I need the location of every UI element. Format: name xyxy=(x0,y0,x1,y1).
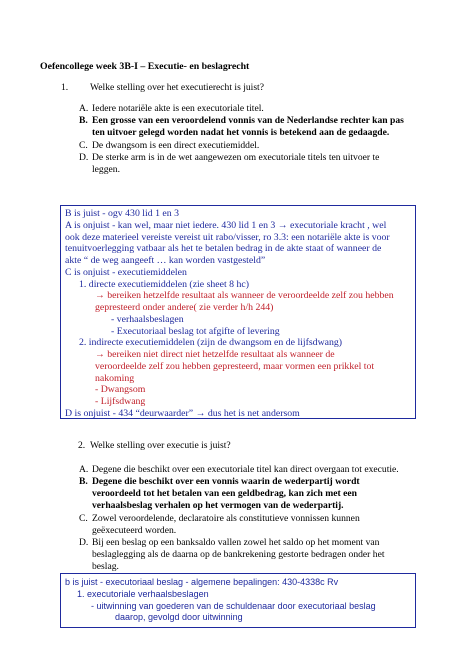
q2-option-a-letter: A. xyxy=(79,464,89,475)
q1-option-b-letter: B. xyxy=(79,115,88,126)
answer-1-line: tenuitvoerlegging vatbaar als het te betalen bedrag in de akte staat of wanneer de xyxy=(65,243,382,255)
question-1-text: Welke stelling over het executierecht is juist? xyxy=(90,82,264,93)
answer-1-line: - Lijfsdwang xyxy=(95,396,146,407)
answer-1-line: B is juist - ogv 430 lid 1 en 3 xyxy=(65,208,180,219)
answer-1-line: C is onjuist - executiemiddelen xyxy=(65,266,187,278)
answer-2-line: - uitwinning van goederen van de schuldenaar door executoriaal beslag xyxy=(91,600,376,611)
q1-option-d-line: leggen. xyxy=(92,164,120,176)
q2-option-c-line: Zowel veroordelende, declaratoire als constitutieve vonnissen kunnen xyxy=(92,513,360,524)
q2-option-d-line: Bij een beslag op een banksaldo vallen zowel het saldo op het moment van xyxy=(92,537,380,548)
answer-1-line: → bereiken hetzelfde resultaat als wanneer de veroordeelde zelf zou hebben xyxy=(95,290,394,302)
question-2-text: Welke stelling over executie is juist? xyxy=(90,440,231,451)
question-1-answer-box xyxy=(60,205,416,419)
answer-1-line: - Executoriaal beslag tot afgifte of levering xyxy=(111,325,280,337)
answer-2-line: 1. executoriale verhaalsbeslagen xyxy=(77,588,209,599)
q2-option-c-line: geëxecuteerd worden. xyxy=(92,525,177,537)
answer-1-line: veroordeelde zelf zou hebben gepresteerd, maar vormen een prikkel tot xyxy=(95,360,375,372)
q2-option-d-line: beslag. xyxy=(92,561,119,573)
page-title: Oefencollege week 3B-I – Executie- en beslagrecht xyxy=(40,61,250,72)
answer-1-line: akte “ de weg aangeeft … kan worden vastgesteld” xyxy=(65,255,266,266)
q2-option-b-line: verhaalsbeslag verhalen op het vermogen van de wederpartij. xyxy=(92,500,344,512)
q2-option-b-letter: B. xyxy=(79,476,88,487)
q1-option-d-letter: D. xyxy=(79,152,89,163)
question-2-answer-box xyxy=(60,573,416,628)
question-1-number: 1. xyxy=(61,82,69,93)
answer-1-line: D is onjuist - 434 “deurwaarder” → dus het is net andersom xyxy=(65,407,300,419)
q2-option-b-line: veroordeeld tot het betalen van een geldbedrag, kan zich met een xyxy=(92,488,357,500)
q2-option-b-line: Degene die beschikt over een vonnis waarin de wederpartij wordt xyxy=(92,476,360,487)
answer-1-line: gepresteerd onder andere( zie verder h/h 244) xyxy=(95,302,274,313)
answer-1-line: nakoming xyxy=(95,372,135,384)
answer-1-line: → bereiken niet direct niet hetzelfde resultaat als wanneer de xyxy=(95,349,335,360)
answer-1-line: 2. indirecte executiemiddelen (zijn de dwangsom en de lijfsdwang) xyxy=(79,337,343,349)
q1-option-b-line: Een grosse van een veroordelend vonnis van de Nederlandse rechter kan pas xyxy=(92,115,404,126)
answer-1-line: - Dwangsom xyxy=(95,384,146,396)
q2-option-c-letter: C. xyxy=(79,513,88,524)
q2-option-d-letter: D. xyxy=(79,537,89,548)
q1-option-a-letter: A. xyxy=(79,103,89,114)
answer-1-line: A is onjuist - kan wel, maar niet iedere. 430 lid 1 en 3 → executoriale kracht , wel xyxy=(65,219,387,231)
q2-option-d-line: beslaglegging als de daarna op de bankrekening gestorte bedragen onder het xyxy=(92,549,385,561)
answer-1-line: - verhaalsbeslagen xyxy=(111,313,184,325)
q2-option-a-line: Degene die beschikt over een executoriale titel kan direct overgaan tot executie. xyxy=(92,464,399,475)
q1-option-c-letter: C. xyxy=(79,140,88,151)
answer-1-line: 1. directe executiemiddelen (zie sheet 8 hc) xyxy=(79,278,250,290)
q1-option-a-line: Iedere notariële akte is een executoriale titel. xyxy=(92,103,264,114)
q1-option-c-line: De dwangsom is een direct executiemiddel. xyxy=(92,140,260,151)
answer-2-line: b is juist - executoriaal beslag - algemene bepalingen: 430-4338c Rv xyxy=(65,577,339,587)
answer-1-line: ook deze materieel vereiste vereist uit rabo/visser, ro 3.3: een notariële akte is voor xyxy=(65,231,390,243)
answer-2-line: daarop, gevolgd door uitwinning xyxy=(115,612,243,623)
question-2-number: 2. xyxy=(78,440,86,451)
q1-option-b-line: ten uitvoer gelegd worden nadat het vonnis is betekend aan de gedaagde. xyxy=(92,127,390,139)
q1-option-d-line: De sterke arm is in de wet aangewezen om executoriale titels ten uitvoer te xyxy=(92,152,380,163)
